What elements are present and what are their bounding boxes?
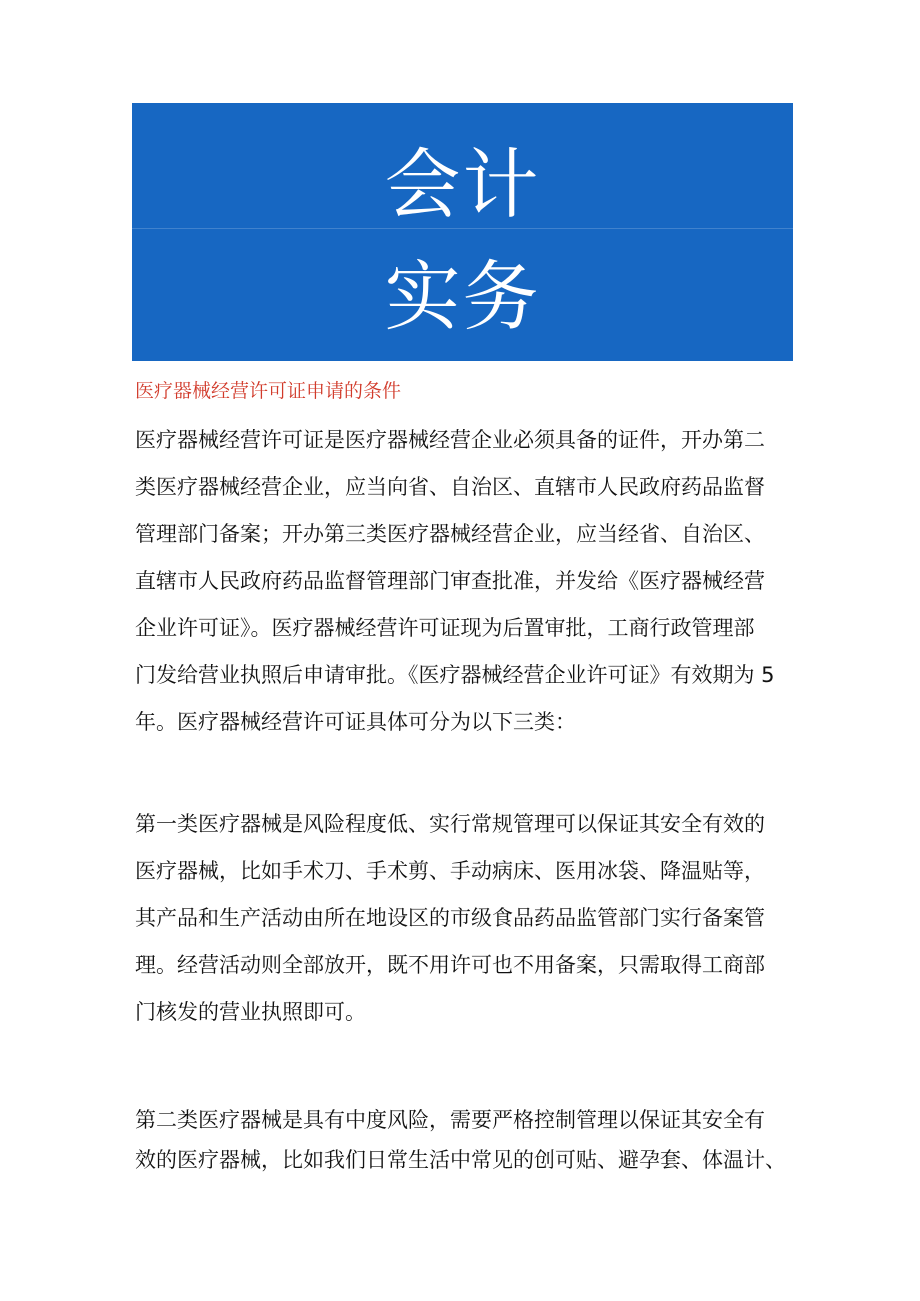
paragraph-line: 第一类医疗器械是风险程度低、实行常规管理可以保证其安全有效的 — [135, 812, 765, 836]
paragraph-class-two — [135, 1100, 815, 1180]
paragraph-line: 医疗器械，比如手术刀、手术剪、手动病床、医用冰袋、降温贴等， — [135, 859, 765, 883]
paragraph-line: 管理部门备案；开办第三类医疗器械经营企业，应当经省、自治区、 — [135, 522, 765, 546]
paragraph-license-intro — [135, 417, 815, 746]
banner-title-line-1: 会计 — [384, 140, 541, 229]
paragraph-line: 其产品和生产活动由所在地设区的市级食品药品监管部门实行备案管 — [135, 906, 765, 930]
paragraph-line: 理。经营活动则全部放开，既不用许可也不用备案，只需取得工商部 — [135, 953, 765, 977]
paragraph-line: 年。医疗器械经营许可证具体可分为以下三类： — [135, 710, 576, 734]
paragraph-line: 第二类医疗器械是具有中度风险，需要严格控制管理以保证其安全有 — [135, 1108, 765, 1132]
paragraph-line: 门发给营业执照后申请审批。《医疗器械经营企业许可证》有效期为 5 — [135, 663, 775, 687]
paragraph-line: 医疗器械经营许可证是医疗器械经营企业必须具备的证件，开办第二 — [135, 428, 765, 452]
paragraph-line: 类医疗器械经营企业，应当向省、自治区、直辖市人民政府药品监督 — [135, 475, 765, 499]
paragraph-line: 直辖市人民政府药品监督管理部门审查批准，并发给《医疗器械经营 — [135, 569, 765, 593]
paragraph-class-one — [135, 801, 815, 1036]
section-heading: 医疗器械经营许可证申请的条件 — [135, 380, 402, 402]
paragraph-line: 门核发的营业执照即可。 — [135, 1000, 366, 1024]
paragraph-line: 效的医疗器械，比如我们日常生活中常见的创可贴、避孕套、体温计、 — [135, 1148, 786, 1172]
banner-title-line-2: 实务 — [384, 252, 541, 341]
paragraph-line: 企业许可证》。医疗器械经营许可证现为后置审批，工商行政管理部 — [135, 616, 755, 640]
